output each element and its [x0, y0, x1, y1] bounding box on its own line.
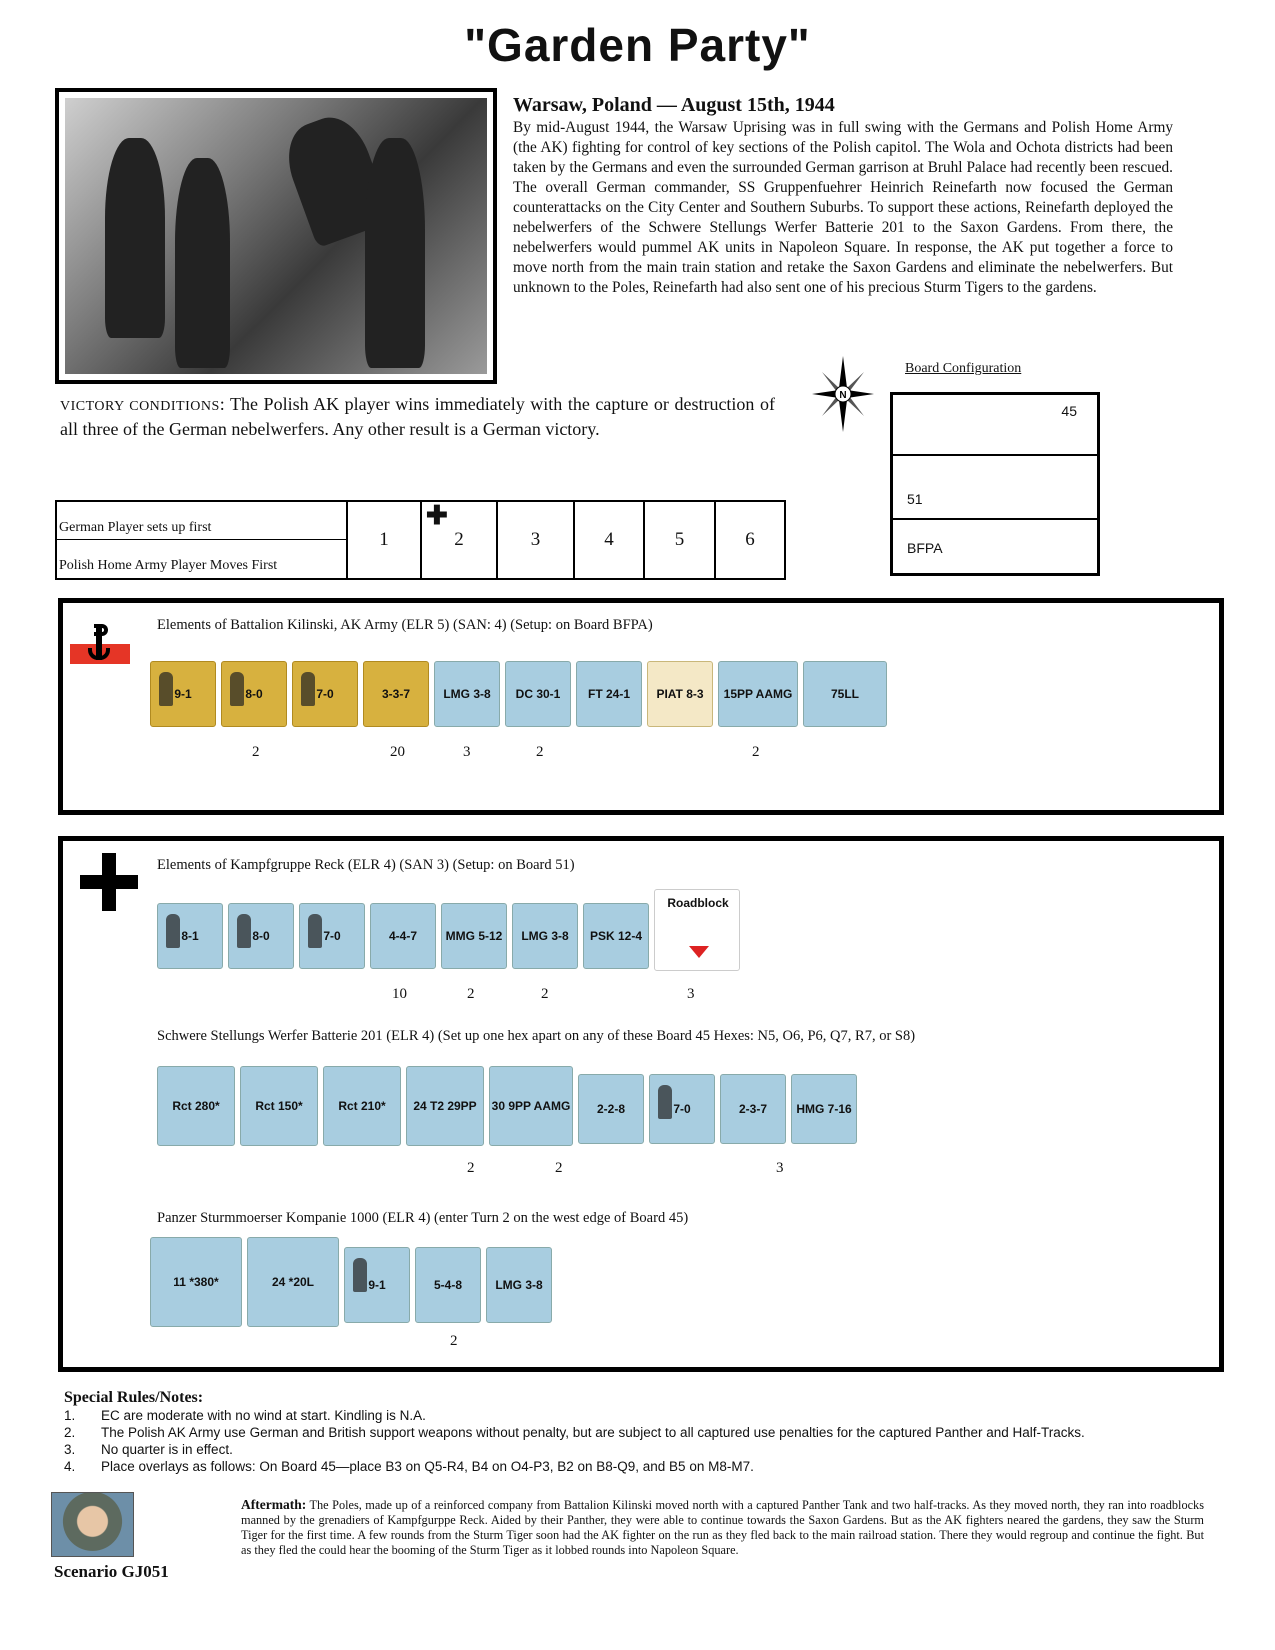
- qty-aamg: 2: [555, 1160, 563, 1176]
- werfer-heading: Schwere Stellungs Werfer Batterie 201 (ELR 4) (Set up one hex apart on any of these Board 45 Hexes: N5, O6, P6, Q7, R7, or S8): [157, 1028, 916, 1044]
- german-heading: Elements of Kampfgruppe Reck (ELR 4) (SAN 3) (Setup: on Board 51): [157, 857, 575, 873]
- counter-piat: PIAT 8-3: [647, 661, 713, 727]
- counter-aamg-halftrack: 30 9PP AAMG: [489, 1066, 573, 1146]
- counter-roadblock: Roadblock: [654, 889, 740, 971]
- polish-anchor-icon: [70, 624, 130, 664]
- counter-leader-8-0: 8-0: [228, 903, 294, 969]
- turn-6: 6: [714, 502, 784, 578]
- counter-squad-2-3-7: 2-3-7: [720, 1074, 786, 1144]
- turn-track: [55, 500, 786, 580]
- counter-psk: PSK 12-4: [583, 903, 649, 969]
- polish-heading: Elements of Battalion Kilinski, AK Army (ELR 5) (SAN: 4) (Setup: on Board BFPA): [157, 617, 653, 633]
- board-configuration: [890, 392, 1100, 576]
- qty-dc: 2: [536, 744, 544, 760]
- board-51: 51: [893, 456, 1097, 520]
- special-rule: 2. The Polish AK Army use German and British support weapons without penalty, but are subject to all captured use penalties for the captured Panther and Half-Tracks.: [64, 1425, 1085, 1440]
- qty-5-4-8: 2: [450, 1333, 458, 1349]
- special-rules-heading: Special Rules/Notes:: [64, 1389, 204, 1406]
- board-config-label: Board Configuration: [905, 361, 1022, 376]
- counter-hmg: HMG 7-16: [791, 1074, 857, 1144]
- setup-note: German Player sets up first: [57, 502, 346, 540]
- counter-dc: DC 30-1: [505, 661, 571, 727]
- qty-2-3-7: 3: [776, 1160, 784, 1176]
- polish-counters: [150, 661, 887, 727]
- board-45: 45: [893, 395, 1097, 456]
- counter-sturm-tiger: 11 *380*: [150, 1237, 242, 1327]
- down-arrow-icon: [689, 946, 709, 958]
- counter-squad-3-3-7: 3-3-7: [363, 661, 429, 727]
- counter-crew-2-2-8: 2-2-8: [578, 1074, 644, 1144]
- german-counters: [157, 896, 740, 971]
- reinforcement-cross-icon: ✚: [426, 501, 448, 530]
- panzer-heading: Panzer Sturmmoerser Kompanie 1000 (ELR 4) (enter Turn 2 on the west edge of Board 45): [157, 1210, 689, 1226]
- counter-leader-8-0: 8-0: [221, 661, 287, 727]
- counter-leader-7-0-b: 7-0: [649, 1074, 715, 1144]
- soldier-portrait: [51, 1492, 134, 1557]
- qty-lmg: 3: [463, 744, 471, 760]
- german-cross-icon: [80, 853, 138, 911]
- counter-lmg: LMG 3-8: [434, 661, 500, 727]
- scenario-title: "Garden Party": [464, 19, 811, 71]
- counter-leader-7-0: 7-0: [299, 903, 365, 969]
- historical-photo: [55, 88, 497, 384]
- counter-squad-5-4-8: 5-4-8: [415, 1247, 481, 1323]
- counter-lmg-p: LMG 3-8: [486, 1247, 552, 1323]
- counter-leader-8-1: 8-1: [157, 903, 223, 969]
- first-move-note: Polish Home Army Player Moves First: [59, 558, 278, 573]
- victory-conditions: VICTORY CONDITIONS: The Polish AK player wins immediately with the capture or destruction of all three of the German nebelwerfers. Any other result is a German victory.: [60, 394, 775, 439]
- counter-squad-4-4-7: 4-4-7: [370, 903, 436, 969]
- special-rules-list: [64, 1407, 1085, 1475]
- location-date: Warsaw, Poland — August 15th, 1944: [513, 94, 835, 116]
- counter-mmg: MMG 5-12: [441, 903, 507, 969]
- historical-intro: By mid-August 1944, the Warsaw Uprising was in full swing with the Germans and Polish Home Army (the AK) fighting for control of key sections of the Polish capitol. The Wola and Ochota districts had been taken by the Germans and even the surrounded German garrison at Bruhl Palace had recently been rescued. The overall German commander, SS Gruppenfuehrer Heinrich Reinefarth now focused the German counterattacks on the City Center and Southern Suburbs. To support these actions, Reinefarth deployed the nebelwerfers of the Schwere Stellungs Werfer Batterie 201 to the Saxon Gardens. From there, the nebelwerfers would pummel AK units in Napoleon Square. In response, the AK put together a force to move north from the main train station and retake the Saxon Gardens and eliminate the nebelwerfers. But unknown to the Poles, Reinefarth had also sent one of his precious Sturm Tigers to the gardens.: [513, 119, 1173, 296]
- counter-leader-9-1: 9-1: [150, 661, 216, 727]
- turn-4: 4: [573, 502, 643, 578]
- qty-mmg: 2: [467, 986, 475, 1002]
- counter-lmg: LMG 3-8: [512, 903, 578, 969]
- turn-5: 5: [643, 502, 714, 578]
- turn-1: 1: [346, 502, 420, 578]
- compass-icon: [812, 356, 874, 432]
- qty-lmg-g: 2: [541, 986, 549, 1002]
- scenario-id: Scenario GJ051: [54, 1562, 169, 1581]
- aftermath: Aftermath: The Poles, made up of a reinforced company from Battalion Kilinski moved north with a captured Panther Tank and two half-tracks. As they moved north, they ran into roadblocks manned by the grenadiers of Kampfgurppe Reck. Aided by their Panther, they were able to continue towards the Saxon Gardens. But as the AK fighters neared the gardens, they saw the Sturm Tiger for the first time. A few rounds from the Sturm Tiger soon had the AK fighter on the run as they fled back to the main railroad station. There they would regroup and continue the fight. But as they fled the could hear the booming of the Sturm Tiger as it lobbed rounds into Napoleon Square.: [241, 1497, 1204, 1557]
- board-bfpa: BFPA: [907, 540, 943, 556]
- qty-t2: 2: [467, 1160, 475, 1176]
- counter-halftrack: 15PP AAMG: [718, 661, 798, 727]
- special-rule: 3. No quarter is in effect.: [64, 1442, 233, 1457]
- counter-leader-9-1-g: 9-1: [344, 1247, 410, 1323]
- counter-ft: FT 24-1: [576, 661, 642, 727]
- qty-4-4-7: 10: [392, 986, 407, 1002]
- qty-9-1: 2: [252, 744, 260, 760]
- qty-roadblock: 3: [687, 986, 695, 1002]
- turn-2: ✚ 2: [420, 502, 496, 578]
- counter-rct-150: Rct 150*: [240, 1066, 318, 1146]
- counter-rct-280: Rct 280*: [157, 1066, 235, 1146]
- special-rule: 1. EC are moderate with no wind at start. Kindling is N.A.: [64, 1408, 426, 1423]
- turn-3: 3: [496, 502, 573, 578]
- counter-t2-vehicle: 24 T2 29PP: [406, 1066, 484, 1146]
- svg-text:N: N: [839, 390, 847, 401]
- special-rule: 4. Place overlays as follows: On Board 45—place B3 on Q5-R4, B4 on O4-P3, B2 on B8-Q9, and B5 on M8-M7.: [64, 1459, 754, 1474]
- werfer-counters: [157, 1066, 857, 1146]
- panzer-counters: [150, 1237, 552, 1327]
- counter-flak-vehicle: 24 *20L: [247, 1237, 339, 1327]
- counter-rct-210: Rct 210*: [323, 1066, 401, 1146]
- counter-leader-7-0: 7-0: [292, 661, 358, 727]
- counter-panther: 75LL: [803, 661, 887, 727]
- qty-3-3-7: 20: [390, 744, 405, 760]
- qty-halftrack: 2: [752, 744, 760, 760]
